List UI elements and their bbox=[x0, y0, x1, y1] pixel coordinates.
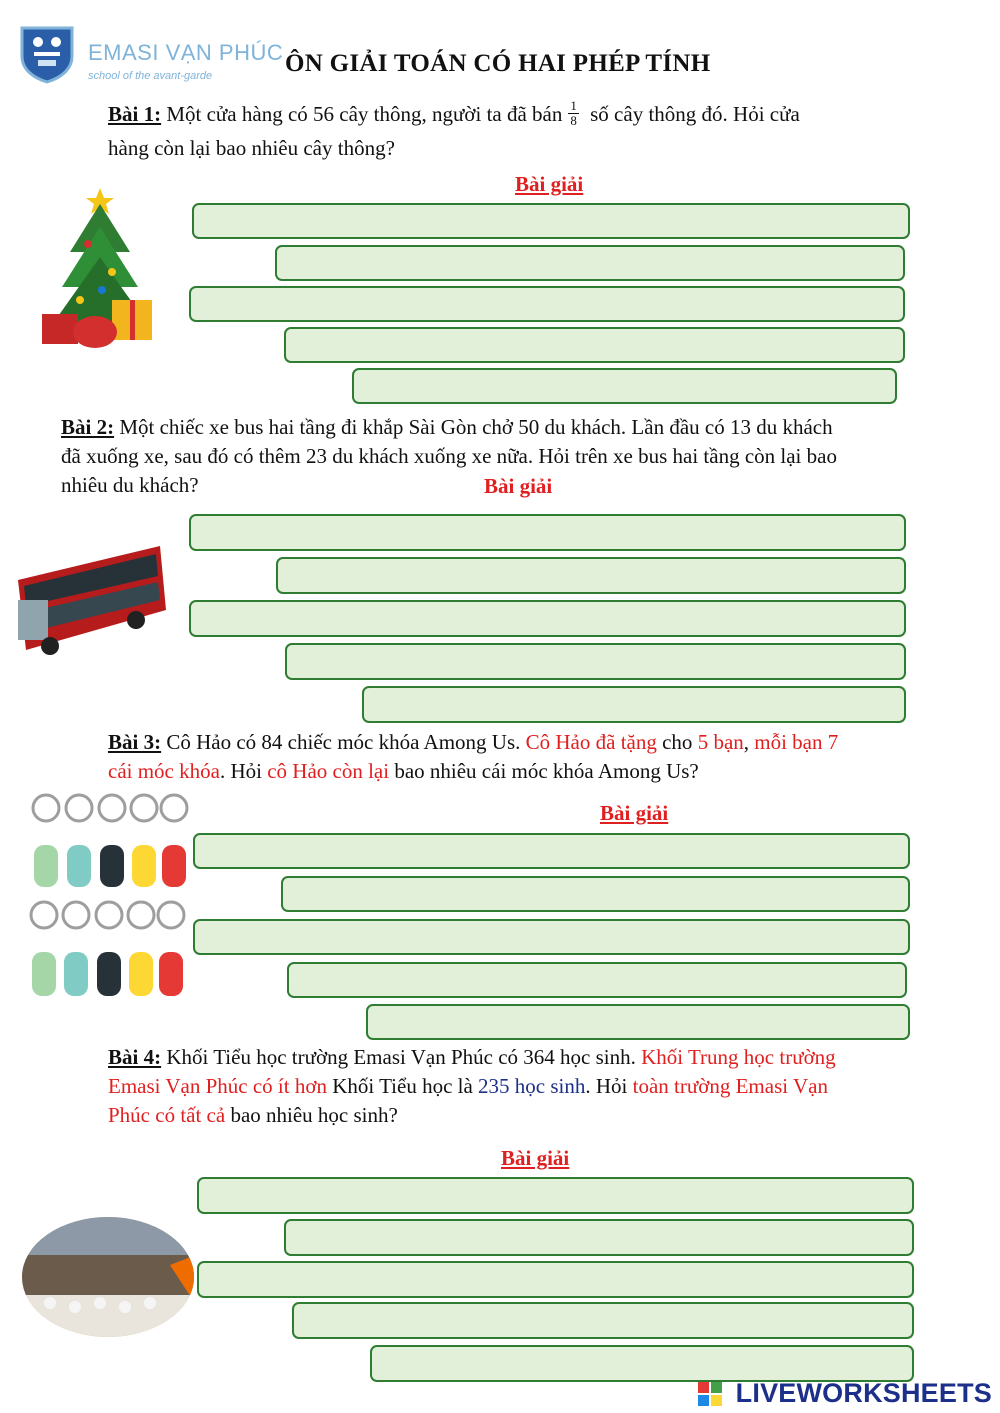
problem-4-seg-4: Khối Tiểu học là bbox=[326, 1074, 479, 1098]
problem-1 bbox=[108, 97, 908, 163]
problem-2-line-3: nhiêu du khách? bbox=[61, 473, 199, 497]
problem-1-text-b: số cây thông đó. Hỏi cửa bbox=[584, 102, 800, 126]
among-us-keychains-icon bbox=[24, 790, 194, 1005]
answer-box-2-5[interactable] bbox=[362, 686, 906, 723]
problem-3-seg-10: bao nhiêu cái móc khóa Among Us? bbox=[389, 759, 699, 783]
problem-2-line-2: đã xuống xe, sau đó có thêm 23 du khách xuống xe nữa. Hỏi trên xe bus hai tầng còn lại bao bbox=[61, 444, 837, 468]
answer-box-1-3[interactable] bbox=[189, 286, 905, 322]
problem-2-label: Bài 2: bbox=[61, 415, 115, 439]
problem-2-line-1: Một chiếc xe bus hai tầng đi khắp Sài Gòn chở 50 du khách. Lần đầu có 13 du khách bbox=[114, 415, 833, 439]
problem-4-seg-6: . Hỏi bbox=[585, 1074, 633, 1098]
problem-4-seg-2: Khối Trung học trường bbox=[641, 1045, 836, 1069]
problem-3-seg-5: , bbox=[743, 730, 755, 754]
problem-4-label: Bài 4: bbox=[108, 1045, 162, 1069]
answer-box-1-2[interactable] bbox=[275, 245, 905, 281]
answer-box-3-3[interactable] bbox=[193, 919, 910, 955]
page-title: ÔN GIẢI TOÁN CÓ HAI PHÉP TÍNH bbox=[285, 50, 711, 77]
problem-4-seg-8: Phúc có tất cả bbox=[108, 1103, 226, 1127]
liveworksheets-brand[interactable]: LIVEWORKSHEETS bbox=[735, 1378, 992, 1408]
logo-tagline: school of the avant-garde bbox=[88, 70, 213, 82]
problem-3 bbox=[108, 728, 938, 786]
problem-1-line-2: hàng còn lại bao nhiêu cây thông? bbox=[108, 135, 395, 160]
problem-3-label: Bài 3: bbox=[108, 730, 162, 754]
answer-box-1-1[interactable] bbox=[192, 203, 910, 239]
problem-4 bbox=[108, 1043, 948, 1130]
double-decker-bus-icon bbox=[10, 540, 170, 660]
problem-3-seg-6: mỗi bạn 7 bbox=[754, 730, 839, 754]
answer-box-4-5[interactable] bbox=[370, 1345, 914, 1382]
problem-3-seg-3: cho bbox=[656, 730, 698, 754]
answer-box-3-2[interactable] bbox=[281, 876, 910, 912]
answer-box-2-2[interactable] bbox=[276, 557, 906, 594]
problem-4-seg-9: bao nhiêu học sinh? bbox=[225, 1103, 398, 1127]
answer-box-1-4[interactable] bbox=[284, 327, 905, 363]
liveworksheets-logo-icon bbox=[698, 1382, 722, 1406]
problem-3-seg-9: cô Hảo còn lại bbox=[267, 759, 390, 783]
fraction-denominator: 8 bbox=[570, 112, 577, 128]
problem-1-text-a: Một cửa hàng có 56 cây thông, người ta đã bán bbox=[161, 102, 563, 126]
answer-box-4-2[interactable] bbox=[284, 1219, 914, 1256]
answer-box-3-4[interactable] bbox=[287, 962, 907, 998]
answer-box-4-3[interactable] bbox=[197, 1261, 914, 1298]
answer-box-3-5[interactable] bbox=[366, 1004, 910, 1040]
problem-3-seg-2: Cô Hảo đã tặng bbox=[525, 730, 657, 754]
christmas-tree-icon bbox=[40, 182, 160, 350]
problem-3-seg-4: 5 bạn bbox=[697, 730, 744, 754]
fraction-numerator: 1 bbox=[570, 97, 577, 113]
fraction bbox=[568, 99, 579, 128]
problem-3-seg-8: . Hỏi bbox=[219, 759, 268, 783]
school-logo-icon bbox=[16, 22, 78, 84]
answer-box-2-4[interactable] bbox=[285, 643, 906, 680]
problem-3-seg-7: cái móc khóa bbox=[108, 759, 220, 783]
problem-3-seg-1: Cô Hảo có 84 chiếc móc khóa Among Us. bbox=[161, 730, 526, 754]
solution-label-3: Bài giải bbox=[600, 801, 669, 825]
answer-box-2-1[interactable] bbox=[189, 514, 906, 551]
problem-4-seg-1: Khối Tiểu học trường Emasi Vạn Phúc có 364 học sinh. bbox=[161, 1045, 642, 1069]
answer-box-2-3[interactable] bbox=[189, 600, 906, 637]
problem-1-label: Bài 1: bbox=[108, 102, 162, 126]
solution-label-2: Bài giải bbox=[484, 474, 553, 498]
problem-4-seg-5: 235 học sinh bbox=[478, 1074, 586, 1098]
students-photo-icon bbox=[20, 1215, 196, 1339]
answer-box-3-1[interactable] bbox=[193, 833, 910, 869]
answer-box-1-5[interactable] bbox=[352, 368, 897, 404]
problem-4-seg-3: Emasi Vạn Phúc có ít hơn bbox=[108, 1074, 327, 1098]
solution-label-1: Bài giải bbox=[515, 172, 584, 196]
problem-4-seg-7: toàn trường Emasi Vạn bbox=[632, 1074, 828, 1098]
answer-box-4-1[interactable] bbox=[197, 1177, 914, 1214]
solution-label-4: Bài giải bbox=[501, 1146, 570, 1170]
answer-box-4-4[interactable] bbox=[292, 1302, 914, 1339]
logo-name: EMASI VẠN PHÚC bbox=[88, 40, 284, 65]
